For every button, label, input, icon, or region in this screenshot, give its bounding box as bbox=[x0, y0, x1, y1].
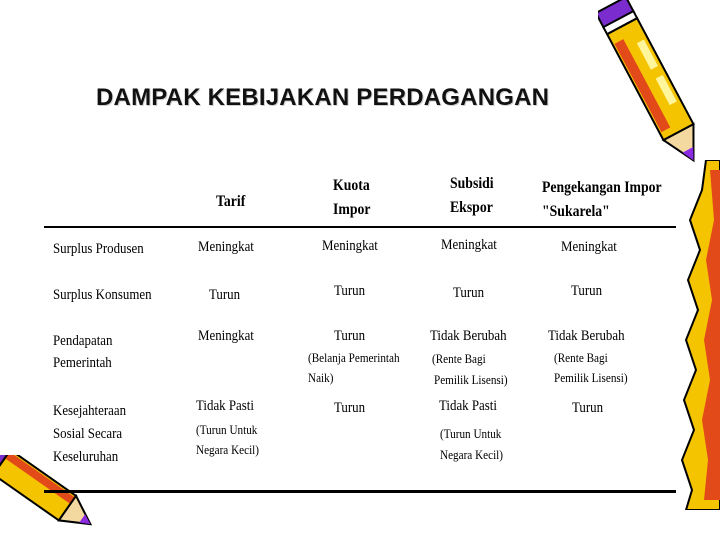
header-pengekangan-line2: "Sukarela" bbox=[542, 203, 610, 220]
row-label-surplus-konsumen: Surplus Konsumen bbox=[53, 287, 152, 303]
cell-subsidi: Tidak Pasti bbox=[439, 398, 497, 414]
table-top-rule bbox=[44, 226, 676, 228]
row-label-surplus-produsen: Surplus Produsen bbox=[53, 241, 144, 257]
table-bottom-rule bbox=[44, 490, 676, 493]
header-pengekangan-line1: Pengekangan Impor bbox=[542, 179, 662, 196]
row-label-pendapatan-line1: Pendapatan bbox=[53, 333, 113, 349]
page-title: DAMPAK KEBIJAKAN PERDAGANGAN bbox=[96, 84, 550, 111]
cell-subsidi-note-line2: Negara Kecil) bbox=[440, 447, 504, 462]
cell-kuota: Turun bbox=[334, 400, 366, 416]
cell-kuota: Turun bbox=[334, 283, 366, 299]
cell-subsidi-note-line1: (Rente Bagi bbox=[432, 351, 486, 366]
header-tarif: Tarif bbox=[216, 193, 246, 210]
row-label-kesejahteraan-line3: Keseluruhan bbox=[53, 449, 119, 465]
cell-kuota-note-line2: Naik) bbox=[308, 370, 334, 385]
row-label-kesejahteraan-line1: Kesejahteraan bbox=[53, 403, 127, 419]
cell-kuota: Meningkat bbox=[322, 238, 378, 254]
header-subsidi-line2: Ekspor bbox=[450, 199, 493, 216]
cell-pengekangan: Turun bbox=[572, 400, 604, 416]
cell-kuota-note-line1: (Belanja Pemerintah bbox=[308, 350, 400, 365]
cell-pengekangan: Turun bbox=[571, 283, 603, 299]
cell-pengekangan: Meningkat bbox=[561, 239, 617, 255]
cell-subsidi: Meningkat bbox=[441, 237, 497, 253]
cell-tarif-note-line2: Negara Kecil) bbox=[196, 442, 260, 457]
header-subsidi-line1: Subsidi bbox=[450, 175, 494, 192]
cell-subsidi: Tidak Berubah bbox=[430, 328, 507, 344]
cell-tarif: Turun bbox=[209, 287, 241, 303]
cell-subsidi-note-line2: Pemilik Lisensi) bbox=[434, 372, 508, 387]
header-kuota-line2: Impor bbox=[333, 201, 371, 218]
pencil-edge-icon bbox=[676, 160, 720, 510]
cell-pengekangan: Tidak Berubah bbox=[548, 328, 625, 344]
header-kuota-line1: Kuota bbox=[333, 177, 370, 194]
cell-pengekangan-note-line2: Pemilik Lisensi) bbox=[554, 370, 628, 385]
row-label-kesejahteraan-line2: Sosial Secara bbox=[53, 426, 123, 442]
cell-subsidi: Turun bbox=[453, 285, 485, 301]
cell-tarif: Tidak Pasti bbox=[196, 398, 254, 414]
pencil-icon bbox=[598, 0, 708, 175]
cell-pengekangan-note-line1: (Rente Bagi bbox=[554, 350, 608, 365]
cell-kuota: Turun bbox=[334, 328, 366, 344]
cell-subsidi-note-line1: (Turun Untuk bbox=[440, 426, 502, 441]
cell-tarif: Meningkat bbox=[198, 328, 254, 344]
row-label-pendapatan-line2: Pemerintah bbox=[53, 355, 112, 371]
cell-tarif: Meningkat bbox=[198, 239, 254, 255]
cell-tarif-note-line1: (Turun Untuk bbox=[196, 422, 258, 437]
